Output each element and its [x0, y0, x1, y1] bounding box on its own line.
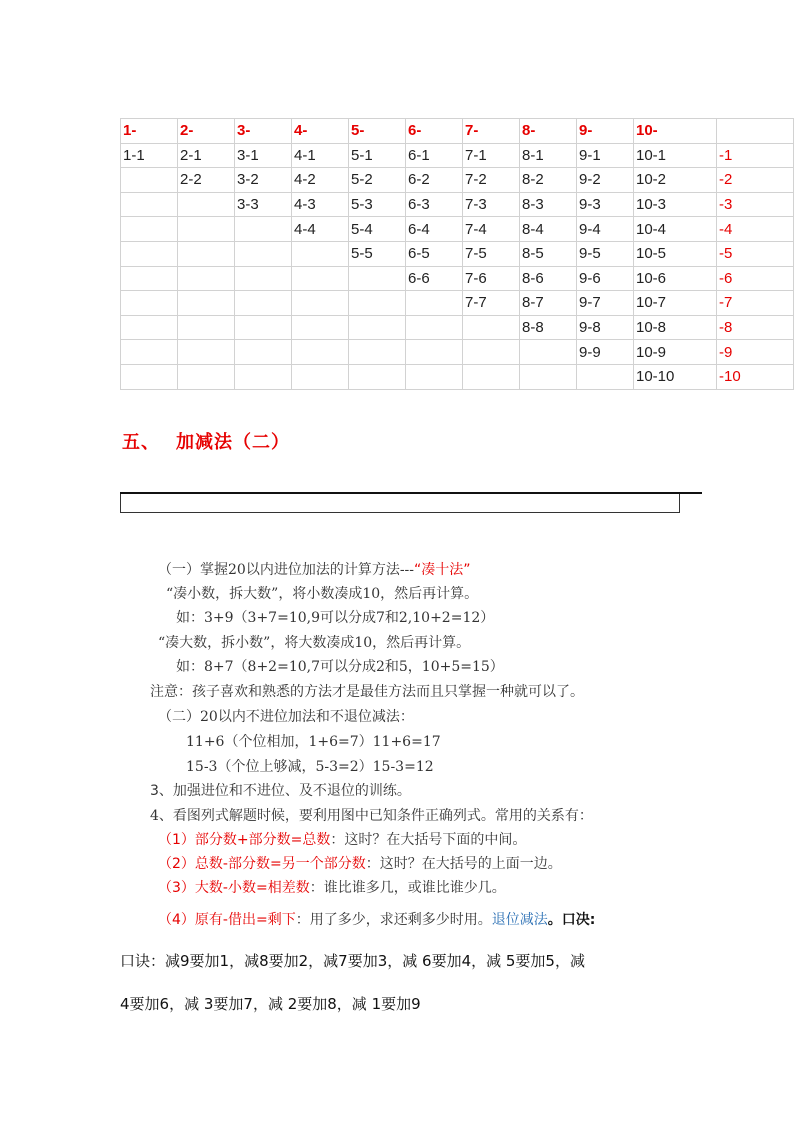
- table-cell: 8-5: [520, 241, 577, 266]
- relation-1-note: ：这时？在大括号下面的中间。: [330, 832, 527, 848]
- line-big-number: “凑大数，拆小数”，将大数凑成10，然后再计算。: [158, 635, 471, 651]
- table-row: [121, 315, 794, 340]
- table-cell: 8-4: [520, 217, 577, 242]
- table-cell: -3: [717, 192, 794, 217]
- table-cell: [292, 266, 349, 291]
- table-cell: 6-4: [406, 217, 463, 242]
- table-cell: 7-3: [463, 192, 520, 217]
- table-cell: [406, 340, 463, 365]
- table-cell: [235, 291, 292, 316]
- table-cell: [235, 241, 292, 266]
- table-cell: [235, 340, 292, 365]
- table-cell: 4-3: [292, 192, 349, 217]
- table-cell: [349, 340, 406, 365]
- table-cell: [178, 340, 235, 365]
- table-cell: 10-9: [634, 340, 717, 365]
- table-cell: [235, 266, 292, 291]
- table-cell: 9-2: [577, 168, 634, 193]
- table-cell: 9-3: [577, 192, 634, 217]
- table-cell: [349, 291, 406, 316]
- line-mnemonic-1: 口诀：减9要加1，减8要加2，减7要加3，减 6要加4，减 5要加5，减: [120, 952, 585, 970]
- table-cell: 10-3: [634, 192, 717, 217]
- table-row: [121, 364, 794, 389]
- table-cell: -6: [717, 266, 794, 291]
- relation-3-formula: （3）大数-小数=相差数: [158, 880, 310, 896]
- line-example-3: 11+6（个位相加，1+6=7）11+6=17: [186, 734, 441, 750]
- table-cell: 4-4: [292, 217, 349, 242]
- table-cell: [463, 364, 520, 389]
- table-row: [121, 241, 794, 266]
- line-small-number: “凑小数，拆大数”，将小数凑成10，然后再计算。: [166, 586, 479, 602]
- relation-4-formula: （4）原有-借出=剩下: [158, 912, 296, 928]
- table-cell: [121, 364, 178, 389]
- divider-box: [120, 494, 680, 513]
- table-cell: 7-2: [463, 168, 520, 193]
- table-cell: 2-2: [178, 168, 235, 193]
- table-cell: [121, 241, 178, 266]
- table-cell: 9-9: [577, 340, 634, 365]
- table-cell: [235, 217, 292, 242]
- table-cell: 5-5: [349, 241, 406, 266]
- table-cell: [121, 217, 178, 242]
- table-header-cell: 2-: [178, 119, 235, 144]
- table-cell: -1: [717, 143, 794, 168]
- table-cell: 10-6: [634, 266, 717, 291]
- line-no-carry: （二）20以内不进位加法和不退位减法：: [158, 709, 414, 725]
- table-cell: -4: [717, 217, 794, 242]
- table-cell: 8-2: [520, 168, 577, 193]
- table-cell: 6-6: [406, 266, 463, 291]
- subtraction-table: [120, 118, 794, 390]
- table-cell: [178, 291, 235, 316]
- table-header-cell: [717, 119, 794, 144]
- table-cell: 2-1: [178, 143, 235, 168]
- make-ten-method: “凑十法”: [414, 562, 471, 578]
- table-cell: 8-1: [520, 143, 577, 168]
- table-cell: 8-3: [520, 192, 577, 217]
- table-cell: [349, 266, 406, 291]
- table-cell: -7: [717, 291, 794, 316]
- table-cell: 4-2: [292, 168, 349, 193]
- table-cell: 3-2: [235, 168, 292, 193]
- line-mnemonic-2: 4要加6，减 3要加7，减 2要加8，减 1要加9: [120, 995, 421, 1013]
- table-header-cell: 9-: [577, 119, 634, 144]
- relation-4-note: ：用了多少，求还剩多少时用。: [295, 912, 492, 928]
- relation-1-formula: （1）部分数+部分数=总数: [158, 832, 331, 848]
- table-cell: -8: [717, 315, 794, 340]
- table-cell: [121, 266, 178, 291]
- table-cell: 8-6: [520, 266, 577, 291]
- table-cell: [235, 364, 292, 389]
- table-header-cell: 3-: [235, 119, 292, 144]
- table-cell: [121, 168, 178, 193]
- table-cell: 8-7: [520, 291, 577, 316]
- table-header-row: [121, 119, 794, 144]
- table-cell: 9-5: [577, 241, 634, 266]
- table-cell: 8-8: [520, 315, 577, 340]
- table-cell: 9-1: [577, 143, 634, 168]
- table-cell: 1-1: [121, 143, 178, 168]
- borrow-subtraction-link[interactable]: 退位减法: [491, 912, 548, 928]
- table-body: [121, 119, 794, 390]
- table-cell: [292, 364, 349, 389]
- line-carry-addition: [158, 559, 471, 579]
- table-row: [121, 340, 794, 365]
- table-row: [121, 143, 794, 168]
- table-cell: 7-5: [463, 241, 520, 266]
- table-cell: 10-10: [634, 364, 717, 389]
- table-cell: [178, 217, 235, 242]
- table-header-cell: 1-: [121, 119, 178, 144]
- mnemonic-label: 。口决:: [547, 912, 596, 928]
- table-cell: [292, 340, 349, 365]
- section-number: 五、: [122, 432, 160, 453]
- table-cell: 5-4: [349, 217, 406, 242]
- table-cell: [406, 291, 463, 316]
- table-cell: 6-3: [406, 192, 463, 217]
- table-cell: 10-5: [634, 241, 717, 266]
- table-cell: [292, 291, 349, 316]
- table-cell: 6-5: [406, 241, 463, 266]
- section-heading: [122, 428, 290, 454]
- table-cell: [178, 315, 235, 340]
- table-cell: [520, 364, 577, 389]
- table-row: [121, 291, 794, 316]
- line-relation-1: [158, 829, 526, 849]
- table-cell: [121, 315, 178, 340]
- table-cell: 5-3: [349, 192, 406, 217]
- table-row: [121, 192, 794, 217]
- table-cell: 10-2: [634, 168, 717, 193]
- table-cell: [577, 364, 634, 389]
- carry-addition-text: （一）掌握20以内进位加法的计算方法---: [158, 562, 415, 578]
- table-header-cell: 4-: [292, 119, 349, 144]
- table-header-cell: 7-: [463, 119, 520, 144]
- table-cell: 9-4: [577, 217, 634, 242]
- table-cell: 3-1: [235, 143, 292, 168]
- line-relation-3: [158, 877, 506, 897]
- table-cell: [463, 315, 520, 340]
- table-header-cell: 8-: [520, 119, 577, 144]
- relation-2-formula: （2）总数-部分数=另一个部分数: [158, 856, 366, 872]
- line-picture-problems: 4、看图列式解题时候，要利用图中已知条件正确列式。常用的关系有：: [150, 808, 593, 824]
- table-cell: 6-2: [406, 168, 463, 193]
- table-cell: [349, 315, 406, 340]
- table-header-cell: 5-: [349, 119, 406, 144]
- table-cell: 9-8: [577, 315, 634, 340]
- table-cell: [406, 315, 463, 340]
- table-cell: 9-7: [577, 291, 634, 316]
- table-cell: [406, 364, 463, 389]
- table-cell: 10-7: [634, 291, 717, 316]
- table-cell: 10-8: [634, 315, 717, 340]
- table-cell: 10-4: [634, 217, 717, 242]
- table-cell: [121, 340, 178, 365]
- table-row: [121, 217, 794, 242]
- table-cell: [178, 364, 235, 389]
- table-cell: 10-1: [634, 143, 717, 168]
- section-title: 加减法（二）: [176, 432, 290, 453]
- table-row: [121, 168, 794, 193]
- table-cell: -2: [717, 168, 794, 193]
- line-example-2: 如：8+7（8+2=10,7可以分成2和5，10+5=15）: [176, 659, 504, 675]
- table-cell: [121, 192, 178, 217]
- table-cell: 4-1: [292, 143, 349, 168]
- table-cell: 7-7: [463, 291, 520, 316]
- table-cell: [520, 340, 577, 365]
- table-cell: -5: [717, 241, 794, 266]
- table-cell: [235, 315, 292, 340]
- table-cell: -10: [717, 364, 794, 389]
- line-example-4: 15-3（个位上够减，5-3=2）15-3=12: [186, 759, 434, 775]
- table-cell: [349, 364, 406, 389]
- relation-2-note: ：这时？在大括号的上面一边。: [365, 856, 562, 872]
- table-cell: 7-6: [463, 266, 520, 291]
- table-cell: [178, 266, 235, 291]
- table-header-cell: 6-: [406, 119, 463, 144]
- table-cell: -9: [717, 340, 794, 365]
- table-header-cell: 10-: [634, 119, 717, 144]
- table-cell: [178, 241, 235, 266]
- relation-3-note: ：谁比谁多几，或谁比谁少几。: [309, 880, 506, 896]
- line-relation-4: [158, 909, 595, 929]
- table-cell: [292, 315, 349, 340]
- line-example-1: 如：3+9（3+7=10,9可以分成7和2,10+2=12）: [176, 610, 495, 626]
- table-cell: [178, 192, 235, 217]
- table-cell: 6-1: [406, 143, 463, 168]
- line-note: 注意：孩子喜欢和熟悉的方法才是最佳方法而且只掌握一种就可以了。: [150, 684, 584, 700]
- table-cell: [292, 241, 349, 266]
- table-cell: [463, 340, 520, 365]
- table-cell: 5-2: [349, 168, 406, 193]
- table-cell: 3-3: [235, 192, 292, 217]
- table-cell: 7-1: [463, 143, 520, 168]
- table-cell: [121, 291, 178, 316]
- line-relation-2: [158, 853, 562, 873]
- table-cell: 9-6: [577, 266, 634, 291]
- table-cell: 5-1: [349, 143, 406, 168]
- table-cell: 7-4: [463, 217, 520, 242]
- table-row: [121, 266, 794, 291]
- line-training: 3、加强进位和不进位、及不退位的训练。: [150, 783, 411, 799]
